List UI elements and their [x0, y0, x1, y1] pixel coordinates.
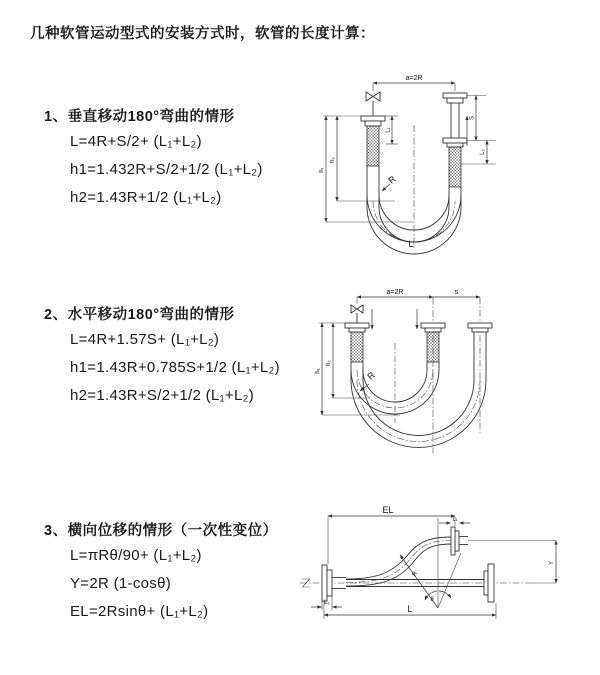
section-3-formula-EL: EL=2Rsinθ+ (L₁+L₂) — [70, 603, 209, 620]
section-2-formula-L: L=4R+1.57S+ (L₁+L₂) — [70, 331, 220, 348]
section-1-formula-h1: h1=1.432R+S/2+1/2 (L₁+L₂) — [70, 161, 263, 178]
diagram-vertical-180-bend — [310, 70, 510, 260]
d1-dim-label-h2: h₂ — [330, 157, 336, 163]
section-3-formula-L: L=πRθ/90+ (L₁+L₂) — [70, 547, 202, 564]
d3-radius-label: R — [411, 570, 419, 578]
d2-dim-label-a2r: a=2R — [386, 289, 404, 296]
diagram1-linework — [323, 83, 496, 254]
page-title: 几种软管运动型式的安装方式时，软管的长度计算： — [30, 26, 375, 42]
d3-angle-label: θ — [430, 597, 434, 603]
d1-dim-label-h1: h₁ — [319, 167, 325, 173]
d1-dim-label-a2r: a=2R — [405, 75, 423, 82]
section-2-formula-h1: h1=1.43R+0.785S+1/2 (L₁+L₂) — [70, 359, 280, 376]
diagram-horizontal-180-bend — [305, 283, 520, 461]
d2-dim-label-h1: h₁ — [315, 368, 321, 374]
d3-dim-label-y: Y — [549, 560, 555, 566]
section-3-formula-Y: Y=2R (1-cosθ) — [70, 575, 172, 592]
d2-dim-label-s: s — [454, 289, 459, 296]
d3-dim-label-el: EL — [382, 505, 394, 515]
d1-dim-label-s: S — [469, 115, 476, 121]
diagram2-linework — [319, 297, 492, 453]
d3-dim-label-l1: L₁ — [452, 516, 458, 523]
d3-length-label: L — [407, 604, 413, 614]
d1-dim-label-l2: L₂ — [480, 149, 486, 155]
section-2-formula-h2: h2=1.43R+S/2+1/2 (L₁+L₂) — [70, 387, 255, 404]
d1-dim-label-l1: L₁ — [385, 127, 392, 133]
section-2-heading: 2、水平移动180°弯曲的情形 — [44, 307, 235, 323]
d3-dim-label-l2: L₂ — [324, 600, 330, 606]
d2-radius-label: R — [365, 369, 377, 382]
d1-radius-label: R — [386, 173, 398, 186]
section-1-formula-L: L=4R+S/2+ (L₁+L₂) — [70, 133, 202, 150]
section-3-heading: 3、横向位移的情形（一次性变位） — [44, 523, 278, 539]
diagram3-linework — [300, 516, 556, 619]
section-1-formula-h2: h2=1.43R+1/2 (L₁+L₂) — [70, 189, 222, 206]
section-1-heading: 1、垂直移动180°弯曲的情形 — [44, 109, 235, 125]
d2-dim-label-h2: h₂ — [326, 360, 332, 366]
d1-length-label: L — [408, 239, 414, 249]
diagram-lateral-displacement — [298, 503, 600, 651]
